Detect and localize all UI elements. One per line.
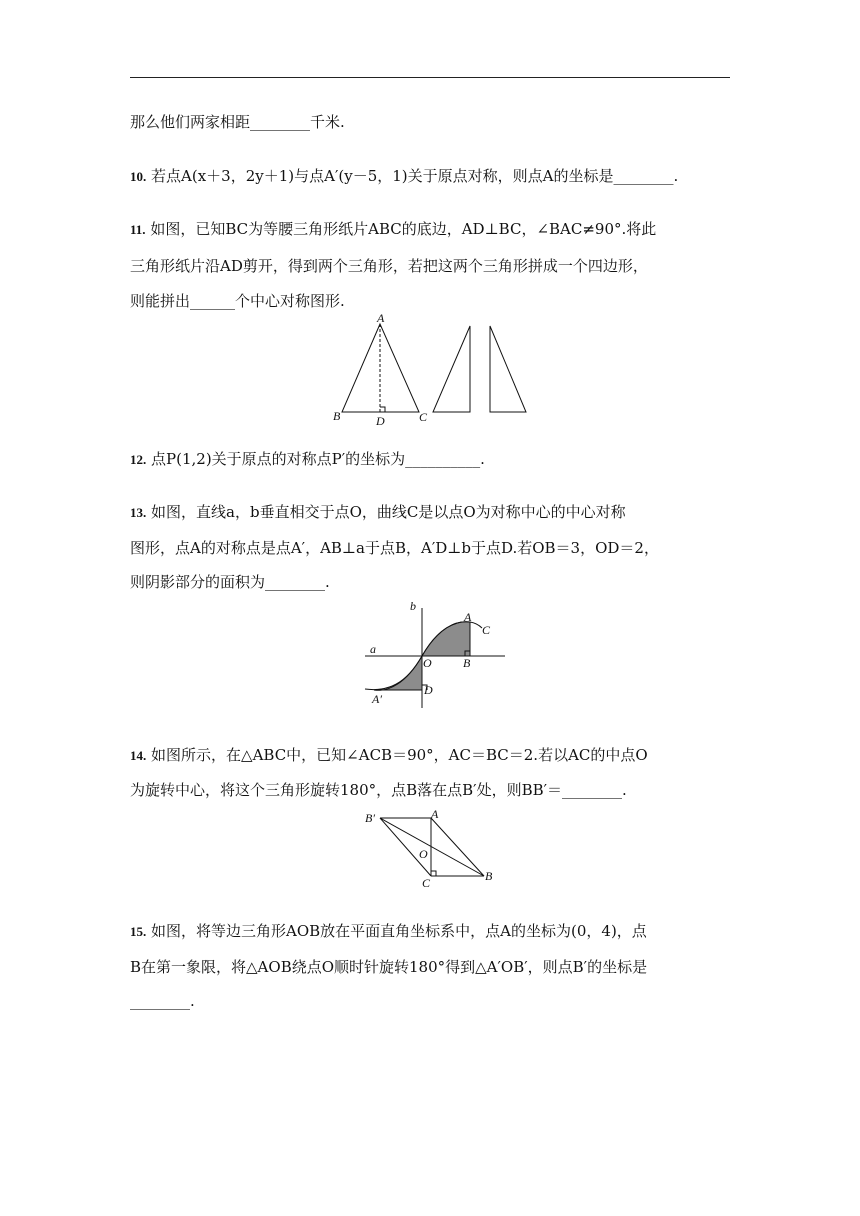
q13-figure [360,596,510,711]
question-number: 14. [130,748,147,763]
right-piece [490,326,526,412]
label-c: C [482,623,491,637]
label-c: C [422,876,431,888]
question-10: 10. 若点A(x＋3，2y＋1)与点A′(y－5，1)关于原点对称，则点A的坐标是________. [130,167,679,185]
question-14-line1: 14. 如图所示，在△ABC中，已知∠ACB＝90°，AC＝BC＝2.若以AC的中点O [130,746,648,764]
label-o: O [419,847,428,861]
shaded-region-lower [374,656,422,690]
question-number: 10. [130,169,147,184]
question-number: 12. [130,452,147,467]
label-a-prime: A′ [372,692,382,706]
q11-figure [325,312,535,430]
label-d: D [376,414,385,428]
question-13-line2: 图形，点A的对称点是点A′，AB⊥a于点B，A′D⊥b于点D.若OB＝3，OD＝2， [130,539,659,557]
question-number: 11. [130,222,146,237]
question-15-line3: ________. [130,992,195,1010]
question-15-line2: B在第一象限，将△AOB绕点O顺时针旋转180°得到△A′OB′，则点B′的坐标是 [130,958,648,976]
question-13-line3: 则阴影部分的面积为________. [130,573,330,591]
q9-continuation: 那么他们两家相距________千米. [130,113,345,131]
label-a: A [464,610,472,624]
seg-b2b [380,818,484,876]
label-o: O [423,656,432,670]
label-a-axis: a [370,642,376,656]
question-13-line1: 13. 如图，直线a，b垂直相交于点O，曲线C是以点O为对称中心的中心对称 [130,503,626,521]
right-angle-mark [380,407,385,412]
question-12: 12. 点P(1,2)关于原点的对称点P′的坐标为__________. [130,450,485,468]
label-b: B [463,656,471,670]
label-b: B [485,869,493,883]
label-a: A [431,807,439,821]
question-11-line3: 则能拼出______个中心对称图形. [130,292,345,310]
question-11-line2: 三角形纸片沿AD剪开，得到两个三角形，若把这两个三角形拼成一个四边形， [130,257,648,275]
question-number: 13. [130,505,147,520]
shaded-region-upper [422,622,470,656]
triangle-abc [342,324,419,412]
question-11-line1: 11. 如图，已知BC为等腰三角形纸片ABC的底边，AD⊥BC，∠BAC≠90°.将此 [130,220,657,238]
header-rule [130,77,730,78]
label-a: A [377,312,385,325]
label-b-prime: B′ [365,811,375,825]
label-d: D [424,683,433,697]
question-15-line1: 15. 如图，将等边三角形AOB放在平面直角坐标系中，点A的坐标为(0，4)，点 [130,922,647,940]
left-piece [433,326,470,412]
question-14-line2: 为旋转中心，将这个三角形旋转180°，点B落在点B′处，则BB′＝________. [130,781,627,799]
question-number: 15. [130,924,147,939]
seg-ab [431,818,484,876]
q14-figure [360,806,500,888]
label-b-axis: b [410,599,416,613]
label-b: B [333,409,341,423]
label-c: C [419,410,428,424]
right-angle-c [431,871,436,876]
